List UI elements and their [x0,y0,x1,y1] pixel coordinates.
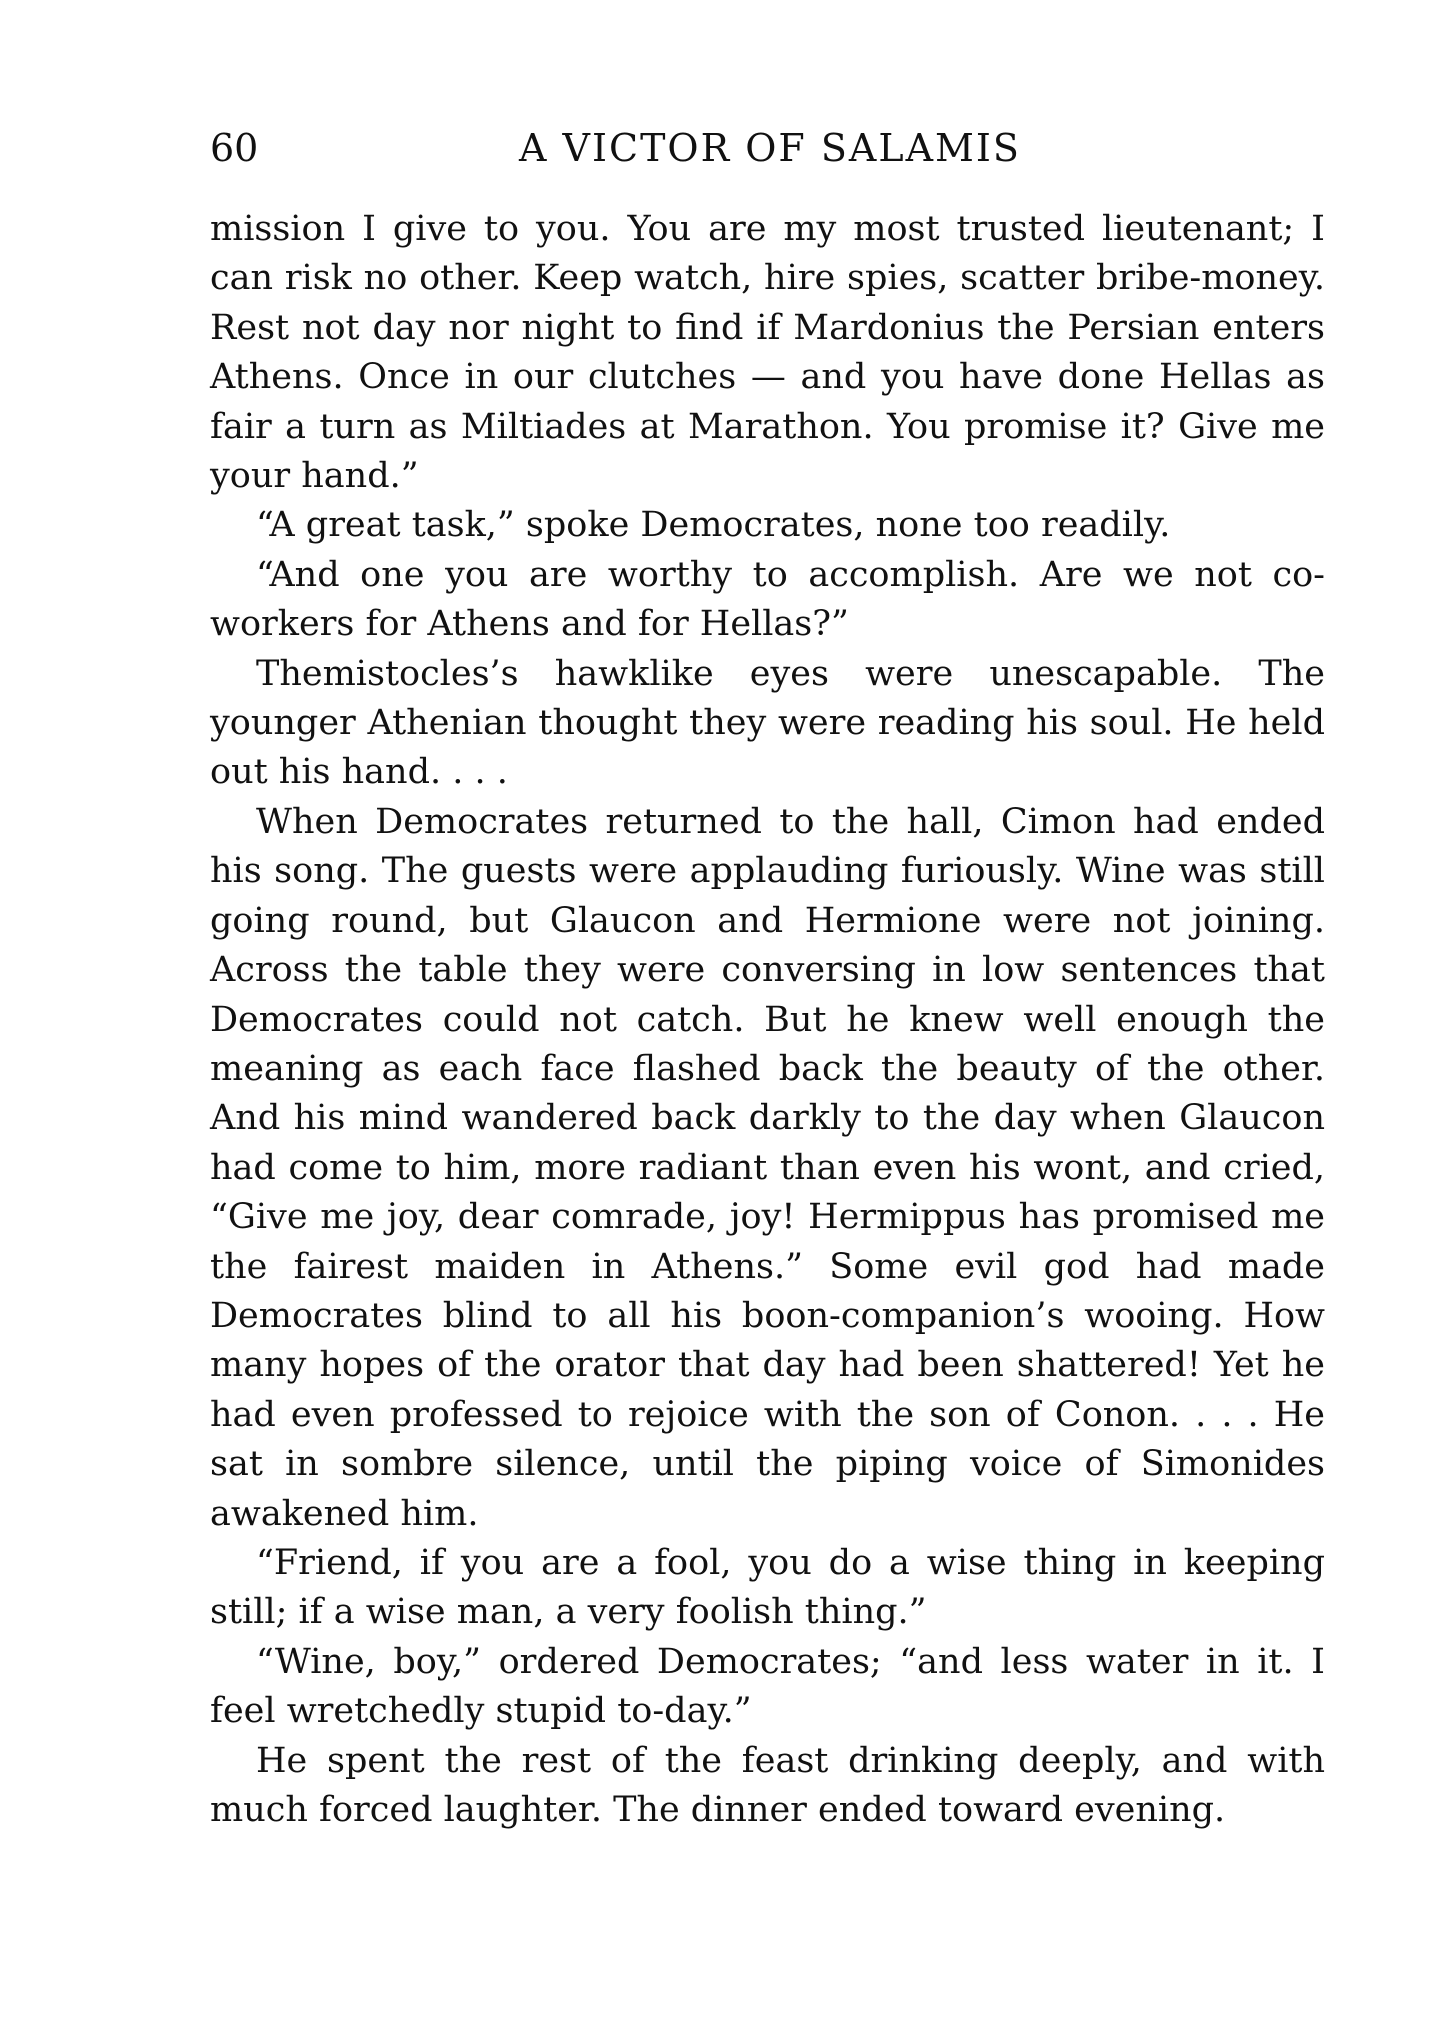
page-header [210,118,1330,178]
paragraph: Themistocles’s hawklike eyes were unescapable. The younger Athenian thought they were reading his soul. He held out his hand. . . . [210,653,1325,793]
running-head: A VICTOR OF SALAMIS [519,126,1021,170]
paragraph: When Democrates returned to the hall, Cimon had ended his song. The guests were applauding furiously. Wine was still going round, but Glaucon and Hermione were not joining. Across the table they were conversing in low sentences that Democrates could not catch. But he knew well enough the meaning as each face flashed back the beauty of the other. And his mind wandered back darkly to the day when Glaucon had come to him, more radiant than even his wont, and cried, “Give me joy, dear comrade, joy! Hermippus has promised me the fairest maiden in Athens.” Some evil god had made Democrates blind to all his boon-companion’s wooing. How many hopes of the orator that day had been shattered! Yet he had even professed to rejoice with the son of Conon. . . . He sat in sombre silence, until the piping voice of Simonides awakened him. [210,801,1325,1534]
paragraph: He spent the rest of the feast drinking deeply, and with much forced laughter. The dinner ended toward evening. [210,1740,1325,1830]
paragraph: “And one you are worthy to accomplish. Are we not co-workers for Athens and for Hellas?” [210,554,1325,645]
body-text [210,205,1325,1835]
paragraph: “Friend, if you are a fool, you do a wise thing in keeping still; if a wise man, a very foolish thing.” [210,1542,1325,1633]
paragraph: “A great task,” spoke Democrates, none too readily. [256,505,1171,546]
page-number: 60 [210,126,259,170]
paragraph: “Wine, boy,” ordered Democrates; “and less water in it. I feel wretchedly stupid to-day.” [210,1641,1325,1732]
paragraph: mission I give to you. You are my most trusted lieutenant; I can risk no other. Keep watch, hire spies, scatter bribe-money. Rest not day nor night to find if Mardonius the Persian enters Athens. Once in our clutches — and you have done Hellas as fair a turn as Miltiades at Marathon. You promise it? Give me your hand.” [210,209,1325,497]
